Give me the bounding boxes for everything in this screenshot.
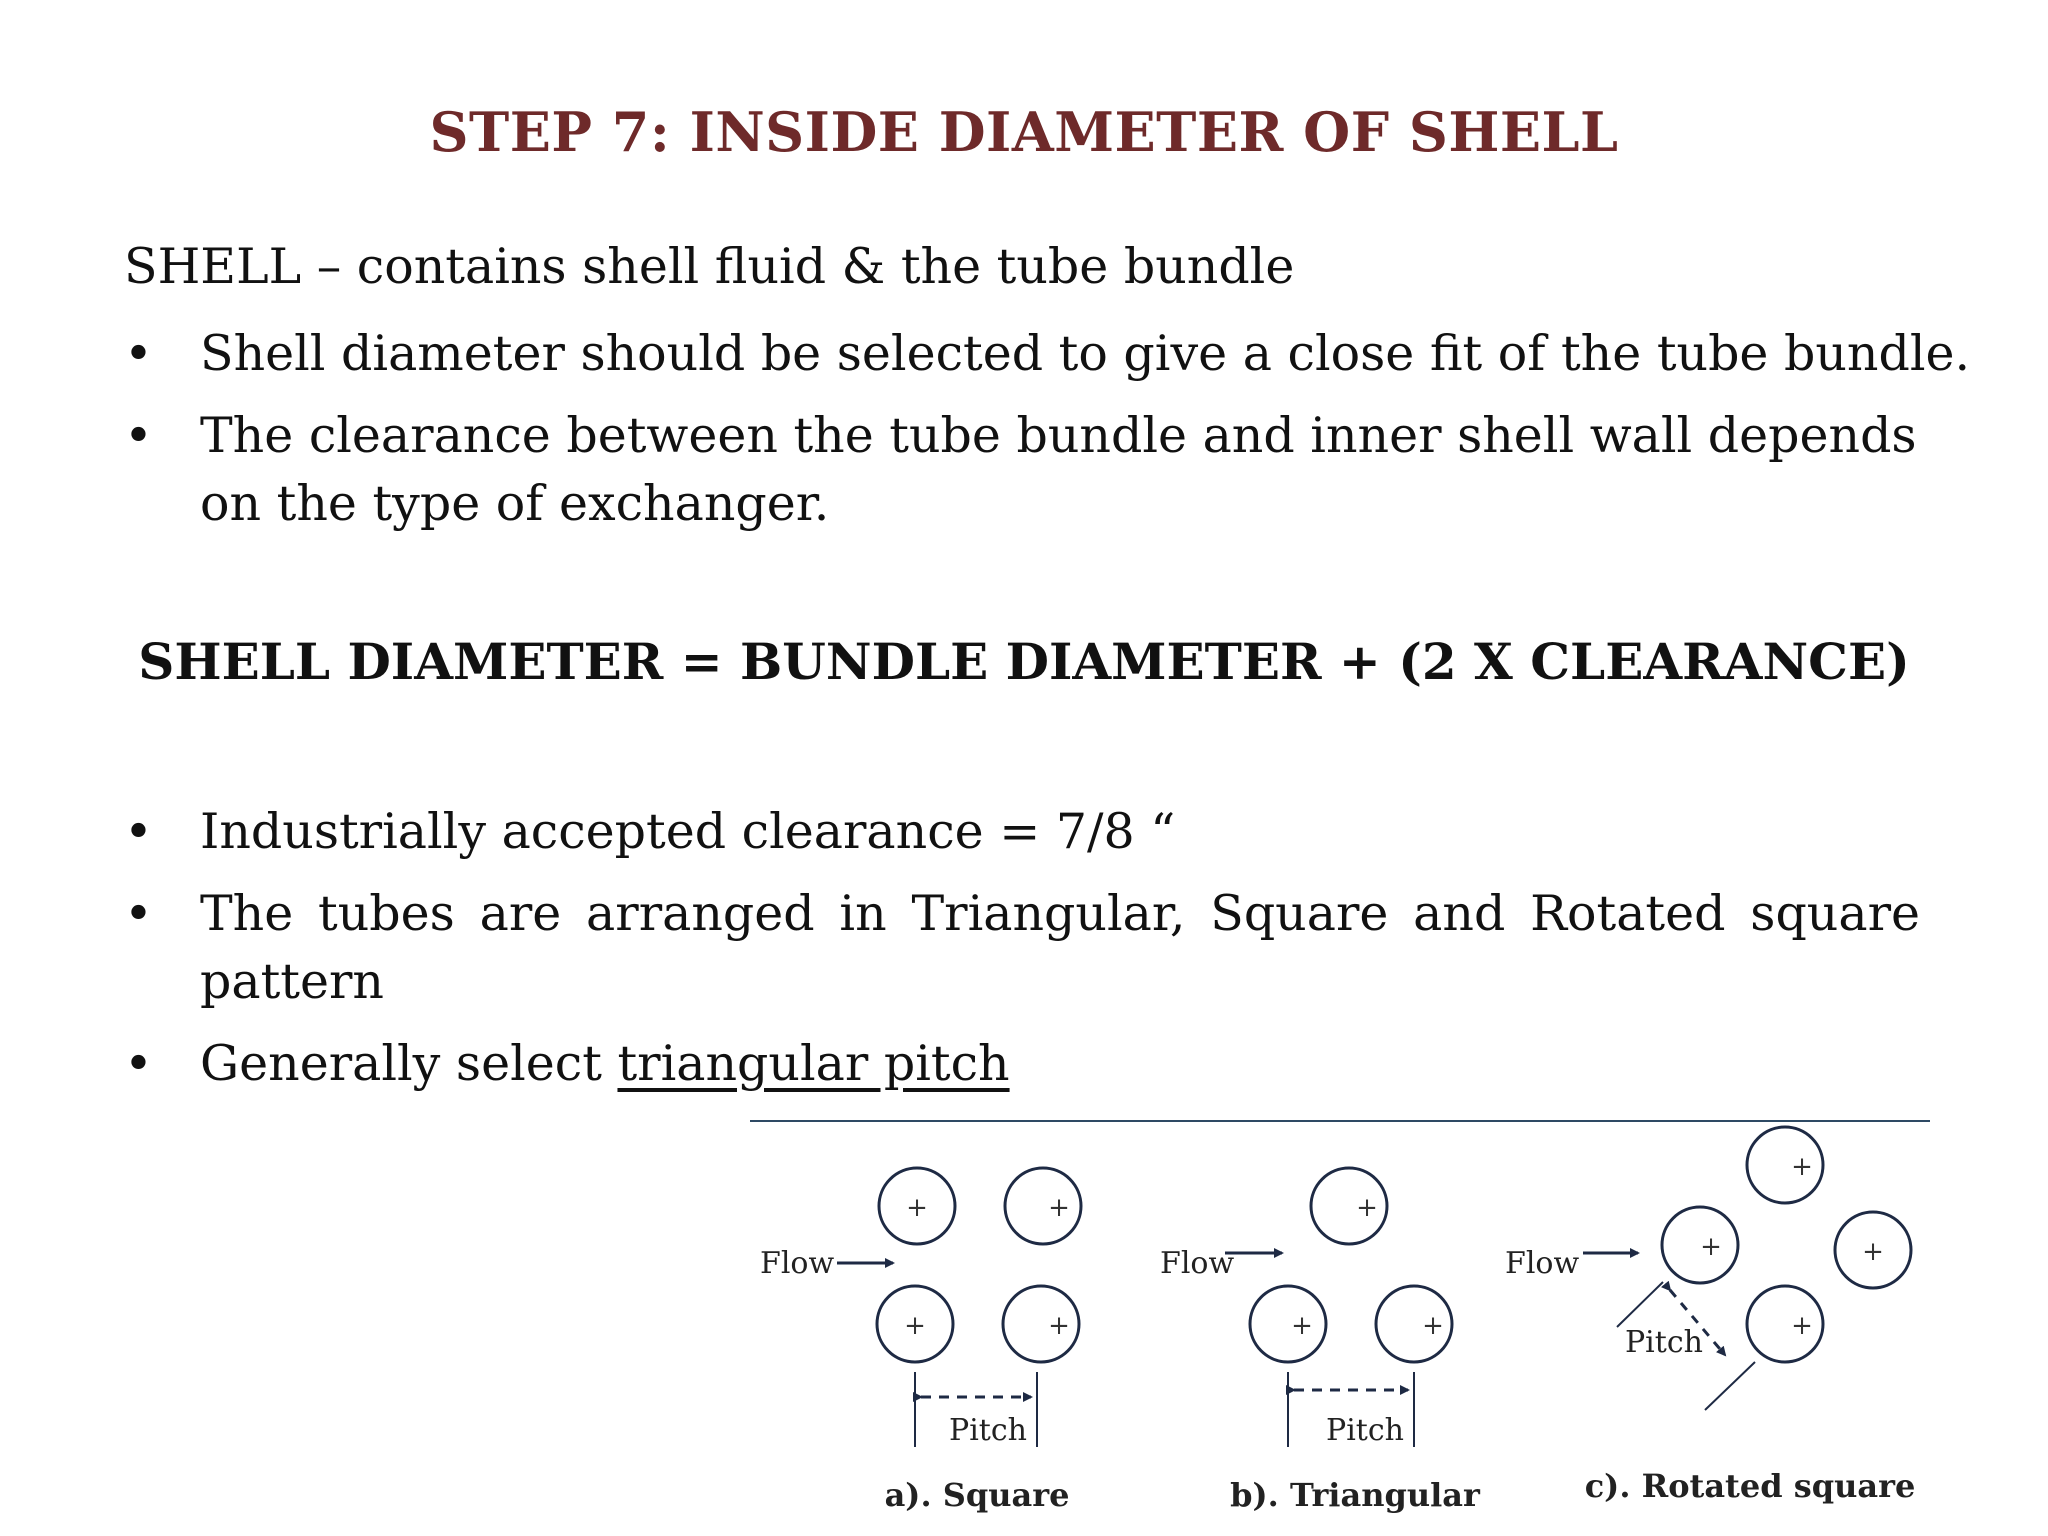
rotated-square-pattern (1505, 1127, 1915, 1505)
tube-circle (1005, 1168, 1081, 1244)
flow-label: Flow (1505, 1246, 1580, 1281)
tube-circle (1662, 1207, 1738, 1283)
bullet-dot: • (124, 325, 153, 382)
slide-title: STEP 7: INSIDE DIAMETER OF SHELL (429, 100, 1619, 164)
tube-center-mark: + (1862, 1237, 1884, 1267)
bullet-text: Shell diameter should be selected to give a close fit of the tube bundle. (200, 325, 1971, 382)
tube-center-mark: + (1048, 1311, 1070, 1341)
tube-circle (1747, 1127, 1823, 1203)
pitch-tick-left (1617, 1282, 1663, 1327)
bullet-text (200, 1030, 2048, 1098)
tube-center-mark: + (1422, 1311, 1444, 1341)
tube-circle (1250, 1286, 1326, 1362)
caption-square: a). Square (884, 1476, 1070, 1514)
tube-circle (879, 1168, 955, 1244)
tube-circle (877, 1286, 953, 1362)
shell-definition: SHELL – contains shell fluid & the tube bundle (124, 238, 1295, 295)
tube-center-mark: + (906, 1193, 928, 1223)
caption-rotated-square: c). Rotated square (1584, 1467, 1916, 1505)
triangular-pattern (1160, 1168, 1481, 1514)
flow-label: Flow (760, 1246, 835, 1281)
flow-label: Flow (1160, 1246, 1235, 1281)
tube-center-mark: + (904, 1311, 926, 1341)
bullet-dot: • (124, 407, 153, 464)
bullet-text: The tubes are arranged in Triangular, Square and Rotated square pattern (200, 885, 1920, 1010)
shell-diameter-formula: SHELL DIAMETER = BUNDLE DIAMETER + (2 X CLEARANCE) (138, 632, 1910, 691)
tube-center-mark: + (1048, 1193, 1070, 1223)
bullet-dot: • (124, 885, 153, 942)
bullet-text: Industrially accepted clearance = 7/8 “ (200, 803, 1176, 860)
tube-pitch-diagram (745, 1110, 1945, 1530)
bullet-dot: • (124, 1035, 153, 1092)
tube-center-mark: + (1700, 1232, 1722, 1262)
tube-circle (1376, 1286, 1452, 1362)
tube-circle (1835, 1212, 1911, 1288)
tube-center-mark: + (1791, 1152, 1813, 1182)
bullet-text: The clearance between the tube bundle and inner shell wall depends on the type of exchanger. (200, 407, 1917, 532)
tube-center-mark: + (1356, 1193, 1378, 1223)
tube-center-mark: + (1291, 1311, 1313, 1341)
underlined-term: triangular pitch (617, 1035, 1010, 1092)
pitch-label: Pitch (1625, 1325, 1703, 1360)
tube-circle (1747, 1286, 1823, 1362)
pitch-label: Pitch (949, 1413, 1027, 1448)
tube-circle (1311, 1168, 1387, 1244)
bullet-text-lead: Generally select (200, 1035, 618, 1092)
square-pattern (760, 1168, 1081, 1514)
tube-circle (1003, 1286, 1079, 1362)
caption-triangular: b). Triangular (1230, 1476, 1480, 1514)
pitch-label: Pitch (1326, 1413, 1404, 1448)
bullet-dot: • (124, 803, 153, 860)
tube-center-mark: + (1791, 1311, 1813, 1341)
pitch-tick-right (1705, 1362, 1755, 1410)
